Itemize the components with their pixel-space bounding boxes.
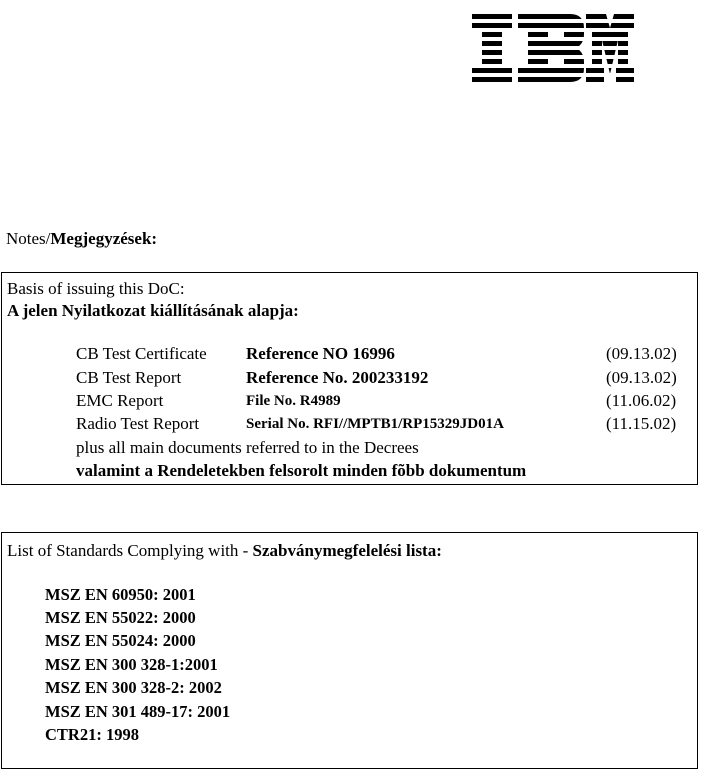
notes-heading (6, 229, 157, 249)
basis-title-hu: A jelen Nyilatkozat kiállításának alapja: (7, 301, 299, 320)
standards-title-en: List of Standards Complying with - (7, 541, 253, 560)
standard-item: MSZ EN 300 328-1:2001 (45, 655, 218, 674)
standard-item: MSZ EN 300 328-2: 2002 (45, 678, 222, 697)
reference-value: Reference No. 200233192 (246, 368, 429, 387)
reference-label: EMC Report (76, 391, 164, 410)
standards-title (7, 541, 442, 561)
reference-date: (09.13.02) (606, 344, 677, 363)
basis-title: Basis of issuing this DoC: (7, 279, 185, 298)
standard-item: MSZ EN 301 489-17: 2001 (45, 702, 231, 721)
reference-date: (11.06.02) (606, 391, 677, 410)
reference-value: File No. R4989 (246, 393, 341, 409)
reference-value: Reference NO 16996 (246, 344, 395, 363)
reference-value: Serial No. RFI//MPTB1/RP15329JD01A (246, 416, 504, 432)
standard-item: MSZ EN 60950: 2001 (45, 585, 196, 604)
reference-date: (09.13.02) (606, 368, 677, 387)
notes-label: Notes/ (6, 229, 51, 248)
basis-box (1, 272, 698, 485)
standards-title-hu: Szabványmegfelelési lista: (252, 541, 442, 560)
reference-label: Radio Test Report (76, 414, 200, 433)
standards-box (1, 532, 698, 769)
notes-label-hu: Megjegyzések: (50, 229, 158, 248)
standard-item: MSZ EN 55022: 2000 (45, 608, 196, 627)
ibm-logo (472, 14, 634, 82)
basis-footer: plus all main documents referred to in the Decrees (76, 438, 419, 457)
standard-item: CTR21: 1998 (45, 725, 139, 744)
reference-date: (11.15.02) (606, 414, 677, 433)
reference-label: CB Test Report (76, 368, 182, 387)
basis-footer-hu: valamint a Rendeletekben felsorolt minden fõbb dokumentum (76, 461, 527, 480)
reference-label: CB Test Certificate (76, 344, 207, 363)
standard-item: MSZ EN 55024: 2000 (45, 631, 196, 650)
